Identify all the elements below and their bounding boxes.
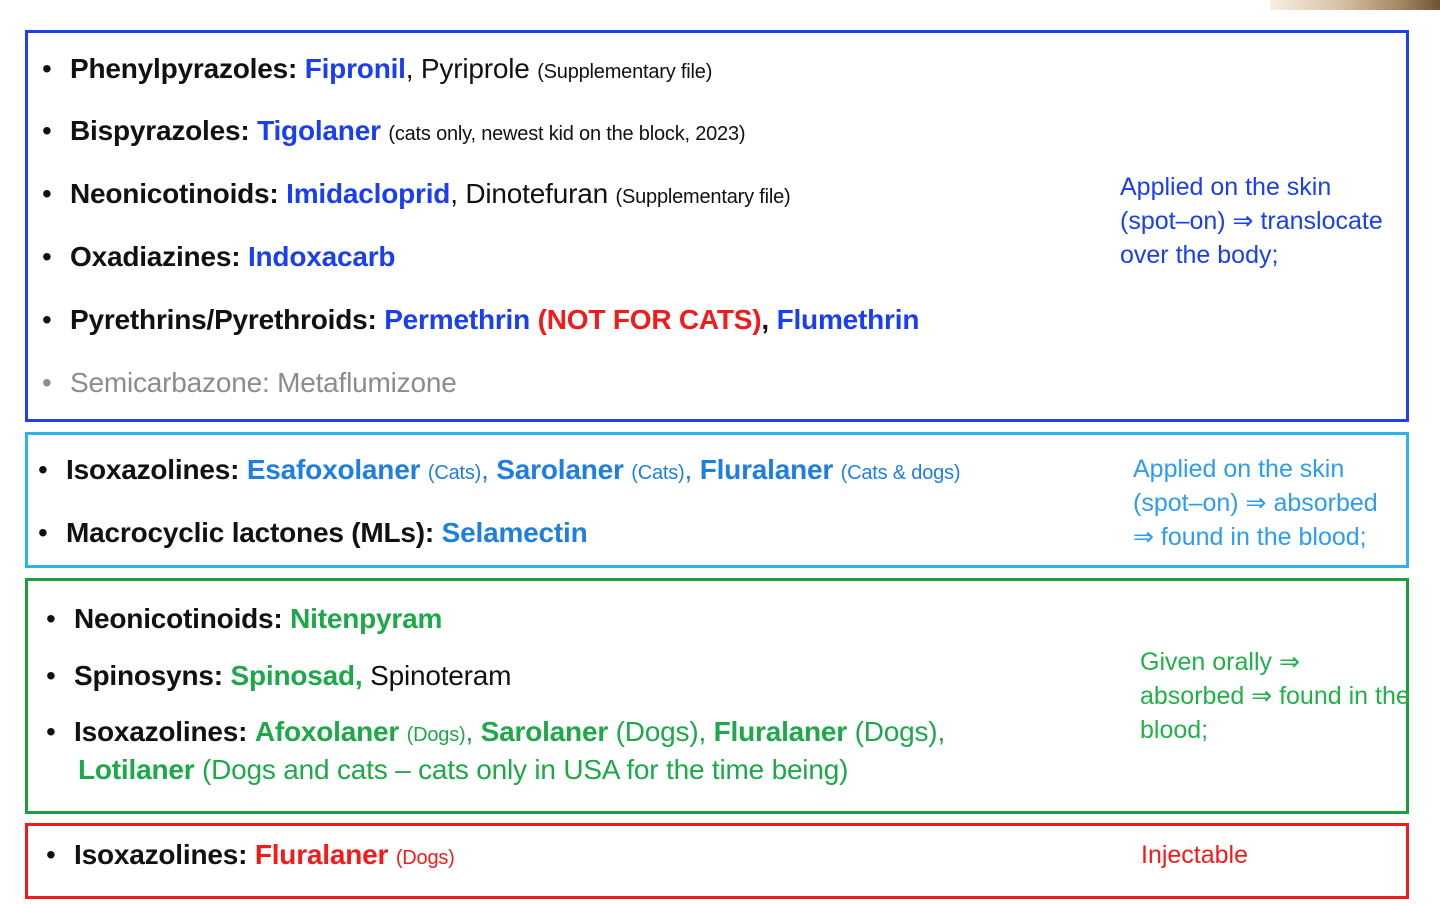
class-label: Isoxazolines:: [66, 454, 240, 485]
bullet: •: [46, 603, 56, 634]
bullet: •: [46, 839, 56, 870]
class-label: Spinosyns:: [74, 660, 223, 691]
muted-item-text: Semicarbazone: Metaflumizone: [70, 367, 457, 398]
class-label: Bispyrazoles:: [70, 115, 250, 146]
drug-note: (Supplementary file): [615, 186, 791, 208]
species-note: (Dogs): [615, 716, 699, 747]
bullet: •: [42, 115, 52, 146]
drug-name: Sarolaner: [496, 454, 624, 485]
list-item: [46, 602, 442, 636]
drug-name: Fluralaner: [713, 716, 848, 747]
application-note: Injectable: [1141, 841, 1249, 869]
separator: ,: [698, 716, 714, 747]
list-item: [46, 659, 511, 693]
list-item: [42, 177, 790, 214]
species-note: (Dogs and cats – cats only in USA for the time being): [202, 754, 849, 785]
list-item: [42, 52, 712, 89]
drug-name: Afoxolaner: [254, 716, 400, 747]
drug-note: (cats only, newest kid on the block, 2023): [388, 123, 746, 145]
application-note: Applied on the skin (spot–on) ⇒ absorbed ⇒ found in the blood;: [1133, 455, 1378, 551]
other-drugs: Spinoteram: [370, 660, 512, 691]
corner-photo-fragment: [1270, 0, 1440, 10]
species-note: (Dogs): [395, 847, 455, 869]
drug-name: Lotilaner: [78, 754, 195, 785]
bullet: •: [42, 367, 52, 398]
other-drugs: , Dinotefuran: [450, 178, 616, 209]
bullet: •: [46, 716, 56, 747]
drug-name: Permethrin: [384, 304, 531, 335]
separator: ,: [465, 716, 481, 747]
drug-name: Imidacloprid: [286, 178, 451, 209]
drug-name: Fluralaner: [699, 454, 834, 485]
bullet: •: [46, 660, 56, 691]
drug-name: Indoxacarb: [247, 241, 396, 272]
class-label: Pyrethrins/Pyrethroids:: [70, 304, 377, 335]
class-label: Macrocyclic lactones (MLs):: [66, 517, 435, 548]
list-item: [38, 453, 960, 490]
list-item: [42, 240, 395, 274]
other-drugs: , Pyriprole: [405, 53, 538, 84]
class-label: Neonicotinoids:: [70, 178, 279, 209]
separator: ,: [937, 716, 946, 747]
bullet: •: [42, 53, 52, 84]
species-note: (Dogs): [854, 716, 938, 747]
drug-name: Spinosad,: [230, 660, 363, 691]
class-label: Oxadiazines:: [70, 241, 241, 272]
species-note: (Cats): [631, 462, 685, 484]
class-label: Neonicotinoids:: [74, 603, 283, 634]
species-note: (Cats & dogs): [840, 462, 961, 484]
application-note: Applied on the skin (spot–on) ⇒ translocate over the body;: [1120, 173, 1383, 269]
bullet: •: [42, 241, 52, 272]
species-note: (Dogs): [406, 724, 466, 746]
drug-name: Esafoxolaner: [246, 454, 421, 485]
drug-name: Sarolaner: [480, 716, 609, 747]
list-item: [42, 303, 919, 337]
drug-name: Flumethrin: [776, 304, 920, 335]
list-item: [42, 114, 745, 151]
drug-name: Selamectin: [441, 517, 588, 548]
list-item-continuation: [78, 753, 848, 787]
species-note: (Cats): [427, 462, 482, 484]
application-note: Given orally ⇒ absorbed ⇒ found in the blood;: [1140, 648, 1410, 744]
list-item: [46, 838, 455, 875]
bullet: •: [42, 304, 52, 335]
class-label: Isoxazolines:: [74, 716, 248, 747]
separator: ,: [761, 304, 777, 335]
list-item: [46, 715, 945, 752]
separator: ,: [684, 454, 700, 485]
drug-name: Fluralaner: [254, 839, 389, 870]
class-label: Phenylpyrazoles:: [70, 53, 298, 84]
bullet: •: [38, 517, 48, 548]
drug-name: Tigolaner: [257, 115, 381, 146]
bullet: •: [38, 454, 48, 485]
class-label: Isoxazolines:: [74, 839, 248, 870]
separator: ,: [481, 454, 497, 485]
bullet: •: [42, 178, 52, 209]
list-item: [38, 516, 588, 550]
drug-name: Nitenpyram: [290, 603, 443, 634]
drug-note: (Supplementary file): [537, 61, 713, 83]
drug-name: Fipronil: [304, 53, 406, 84]
warning-label: (NOT FOR CATS): [537, 304, 762, 335]
list-item-muted: [42, 366, 457, 400]
